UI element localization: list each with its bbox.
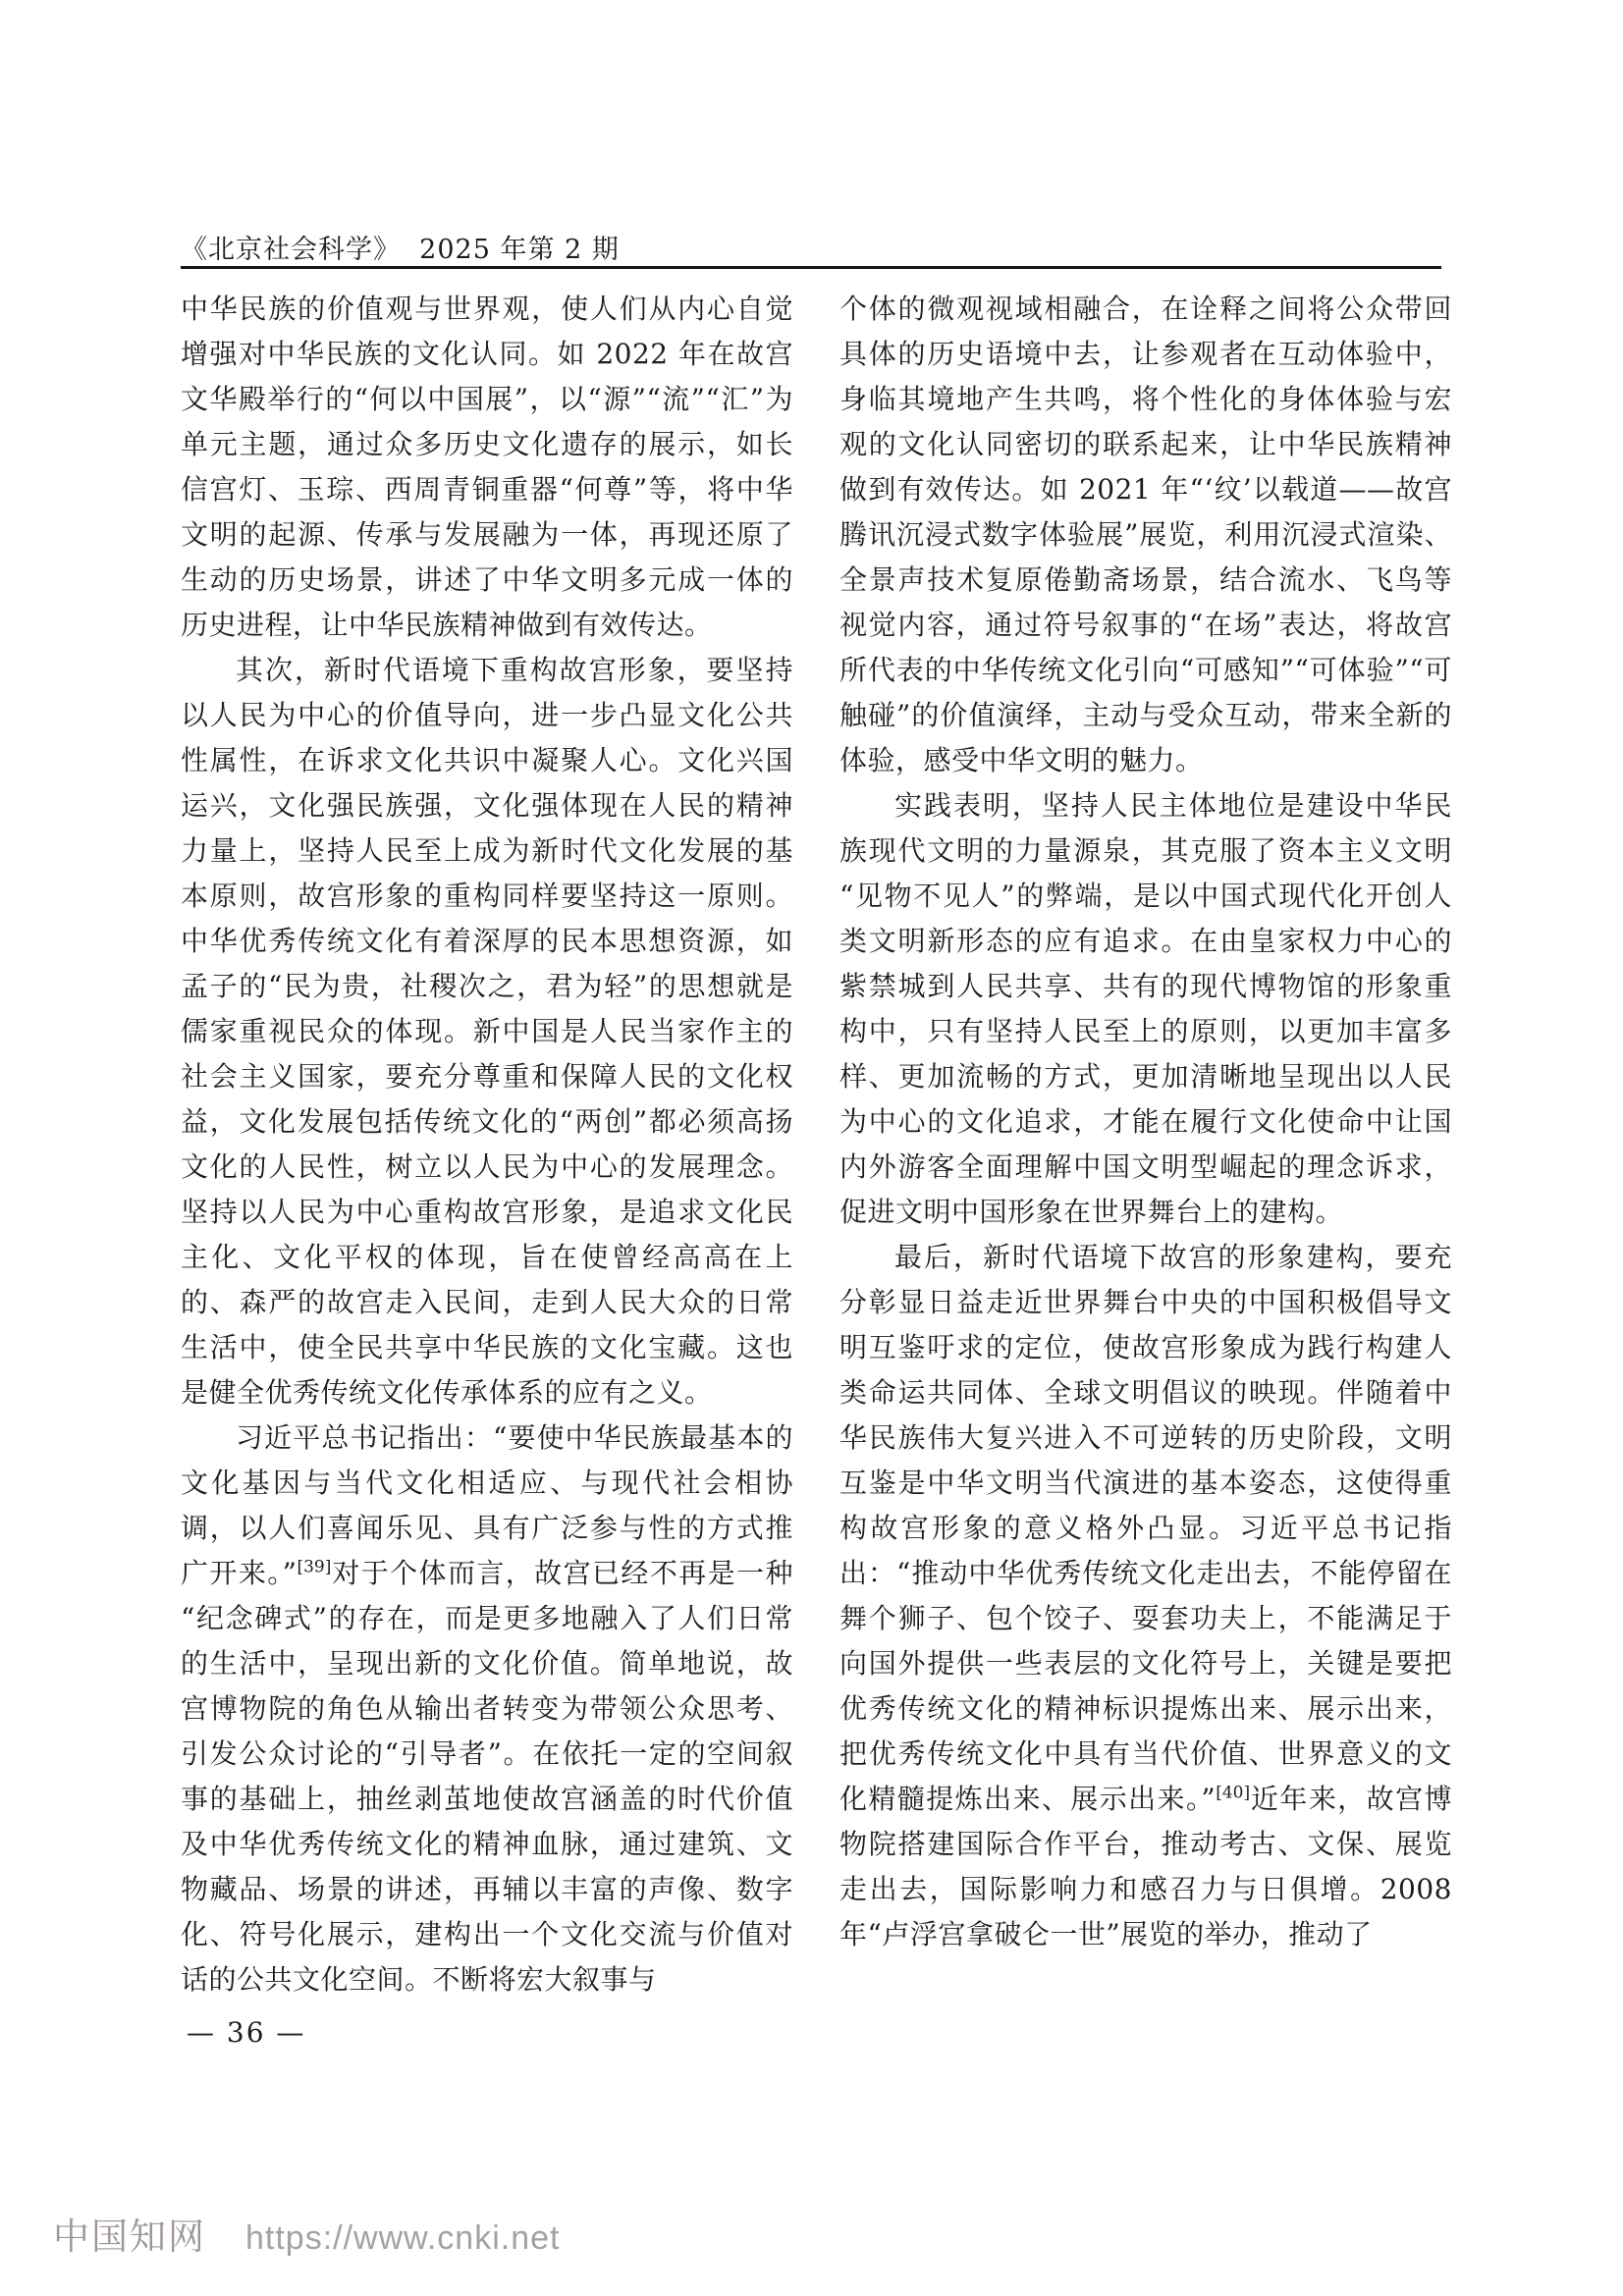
cnki-watermark-url: https://www.cnki.net [245, 2219, 561, 2257]
paragraph-continuation: 个体的微观视域相融合，在诠释之间将公众带回具体的历史语境中去，让参观者在互动体验中，身临其境地产生共鸣，将个性化的身体体验与宏观的文化认同密切的联系起来，让中华民族精神做到有效传达。如 2021 年“‘纹’以载道——故宫腾讯沉浸式数字体验展”展览，利用沉浸式渲染、全景声技术复原倦勤斋场景，结合流水、飞鸟等视觉内容，通过符号叙事的“在场”表达，将故宫所代表的中华传统文化引向“可感知”“可体验”“可触碰”的价值演绎，主动与受众互动，带来全新的体验，感受中华文明的魅力。 [839, 293, 1452, 776]
footnote-ref-39: [39] [297, 1557, 332, 1577]
paragraph: 实践表明，坚持人民主体地位是建设中华民族现代文明的力量源泉，其克服了资本主义文明“见物不见人”的弊端，是以中国式现代化开创人类文明新形态的应有追求。在由皇家权力中心的紫禁城到人民共享、共有的现代博物馆的形象重构中，只有坚持人民至上的原则，以更加丰富多样、更加流畅的方式，更加清晰地呈现出以人民为中心的文化追求，才能在履行文化使命中让国内外游客全面理解中国文明型崛起的理念诉求，促进文明中国形象在世界舞台上的建构。 [839, 789, 1452, 1228]
header-rule-divider [181, 266, 1441, 269]
paragraph-continuation: 中华民族的价值观与世界观，使人们从内心自觉增强对中华民族的文化认同。如 2022 年在故宫文华殿举行的“何以中国展”，以“源”“流”“汇”为单元主题，通过众多历史文化遗存的展示，如长信宫灯、玉琮、西周青铜重器“何尊”等，将中华文明的起源、传承与发展融为一体，再现还原了生动的历史场景，讲述了中华文明多元成一体的历史进程，让中华民族精神做到有效传达。 [181, 293, 793, 641]
paragraph [181, 1415, 793, 2002]
paragraph [839, 1235, 1452, 1957]
paragraph-text: 习近平总书记指出：“要使中华民族最基本的文化基因与当代文化相适应、与现代社会相协调，以人们喜闻乐见、具有广泛参与性的方式推广开来。” [181, 1421, 793, 1589]
paragraph-text: 对于个体而言，故宫已经不再是一种“纪念碑式”的存在，而是更多地融入了人们日常的生活中，呈现出新的文化价值。简单地说，故宫博物院的角色从输出者转变为带领公众思考、引发公众讨论的“引导者”。在依托一定的空间叙事的基础上，抽丝剥茧地使故宫涵盖的时代价值及中华优秀传统文化的精神血脉，通过建筑、文物藏品、场景的讲述，再辅以丰富的声像、数字化、符号化展示，建构出一个文化交流与价值对话的公共文化空间。不断将宏大叙事与 [181, 1557, 793, 1996]
paragraph-text: 最后，新时代语境下故宫的形象建构，要充分彰显日益走近世界舞台中央的中国积极倡导文明互鉴吁求的定位，使故宫形象成为践行构建人类命运共同体、全球文明倡议的映现。伴随着中华民族伟大复兴进入不可逆转的历史阶段，文明互鉴是中华文明当代演进的基本姿态，这使得重构故宫形象的意义格外凸显。习近平总书记指出：“推动中华优秀传统文化走出去，不能停留在舞个狮子、包个饺子、耍套功夫上，不能满足于向国外提供一些表层的文化符号上，关键是要把优秀传统文化的精神标识提炼出来、展示出来，把优秀传统文化中具有当代价值、世界意义的文化精髓提炼出来、展示出来。” [839, 1241, 1452, 1815]
cnki-watermark [53, 2207, 560, 2260]
page-number: — 36 — [187, 2016, 306, 2049]
footnote-ref-40: [40] [1216, 1783, 1251, 1803]
text-column-right [839, 287, 1452, 1957]
text-column-left [181, 287, 793, 2002]
paragraph-text: 近年来，故宫博物院搭建国际合作平台，推动考古、文保、展览走出去，国际影响力和感召力与日俱增。2008 年“卢浮宫拿破仑一世”展览的举办，推动了 [839, 1783, 1452, 1950]
cnki-watermark-text: 中国知网 [53, 2216, 206, 2257]
paragraph: 其次，新时代语境下重构故宫形象，要坚持以人民为中心的价值导向，进一步凸显文化公共性属性，在诉求文化共识中凝聚人心。文化兴国运兴，文化强民族强，文化强体现在人民的精神力量上，坚持人民至上成为新时代文化发展的基本原则，故宫形象的重构同样要坚持这一原则。中华优秀传统文化有着深厚的民本思想资源，如孟子的“民为贵，社稷次之，君为轻”的思想就是儒家重视民众的体现。新中国是人民当家作主的社会主义国家，要充分尊重和保障人民的文化权益，文化发展包括传统文化的“两创”都必须高扬文化的人民性，树立以人民为中心的发展理念。坚持以人民为中心重构故宫形象，是追求文化民主化、文化平权的体现，旨在使曾经高高在上的、森严的故宫走入民间，走到人民大众的日常生活中，使全民共享中华民族的文化宝藏。这也是健全优秀传统文化传承体系的应有之义。 [181, 654, 793, 1409]
journal-header: 《北京社会科学》 2025 年第 2 期 [181, 235, 620, 265]
